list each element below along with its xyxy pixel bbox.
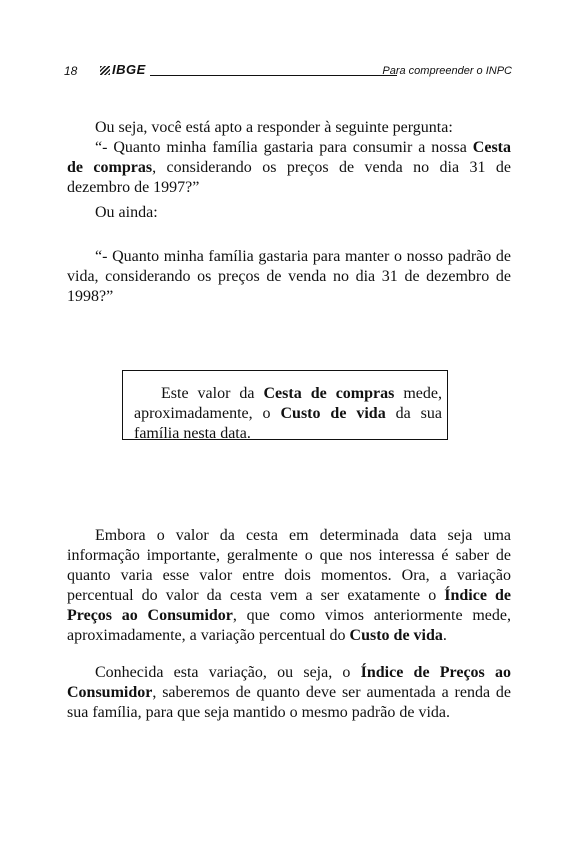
ibge-logo [100,62,146,77]
paragraph-text: Conhecida esta variação, ou seja, o [95,664,361,681]
paragraph-text: , saberemos de quanto deve ser aumentada a renda de sua família, para que seja mantido o mesmo padrão de vida. [67,684,511,721]
question-text: “- Quanto minha família gastaria para consumir a nossa [95,139,473,156]
term-indice-precos: Índice de Preços ao Consumidor [67,664,511,701]
page-header [64,62,512,82]
callout-text-part: Este valor da [161,385,264,402]
page-number: 18 [64,64,78,78]
callout-text [134,384,442,444]
term-cesta-de-compras: Cesta de compras [67,139,511,176]
callout-box [122,370,448,440]
term-custo-de-vida: Custo de vida [349,627,443,644]
question-two [67,247,511,307]
term-custo-de-vida: Custo de vida [280,405,386,422]
logo-text: IBGE [112,62,146,77]
paragraph-ou-ainda [67,203,511,223]
paragraph-text: Ou seja, você está apto a responder à seguinte pergunta: [95,119,453,136]
question-text: “- Quanto minha família gastaria para manter o nosso padrão de vida, considerando os preços de venda no dia 31 de dezembro de 1998?” [67,248,511,305]
term-cesta-de-compras: Cesta de compras [263,385,395,402]
paragraph-intro [67,118,511,138]
running-title: Para compreender o INPC [382,65,512,77]
paragraph-text: . [442,627,447,644]
paragraph-text: , que como vimos anteriormente mede, aproximadamente, a variação percentual do [67,607,511,644]
paragraph-text: Embora o valor da cesta em determinada data seja uma informação importante, geralmente o que nos interessa é saber de quanto varia esse valor entre dois momentos. Ora, a variação percentual do valor da cesta vem a ser exatamente o [67,527,511,604]
paragraph-text: Ou ainda: [95,204,158,221]
question-one [67,138,511,198]
header-rule [150,75,397,76]
ibge-logo-icon [100,66,110,75]
callout-text-part: da sua família nesta data. [134,405,442,442]
callout-text-part: mede, aproximadamente, o [134,385,442,422]
paragraph-embora [67,526,511,646]
term-indice-precos: Índice de Preços ao Consumidor [67,587,512,624]
question-text: , considerando os preços de venda no dia 31 de dezembro de 1997?” [67,159,512,196]
paragraph-conhecida [67,663,511,723]
